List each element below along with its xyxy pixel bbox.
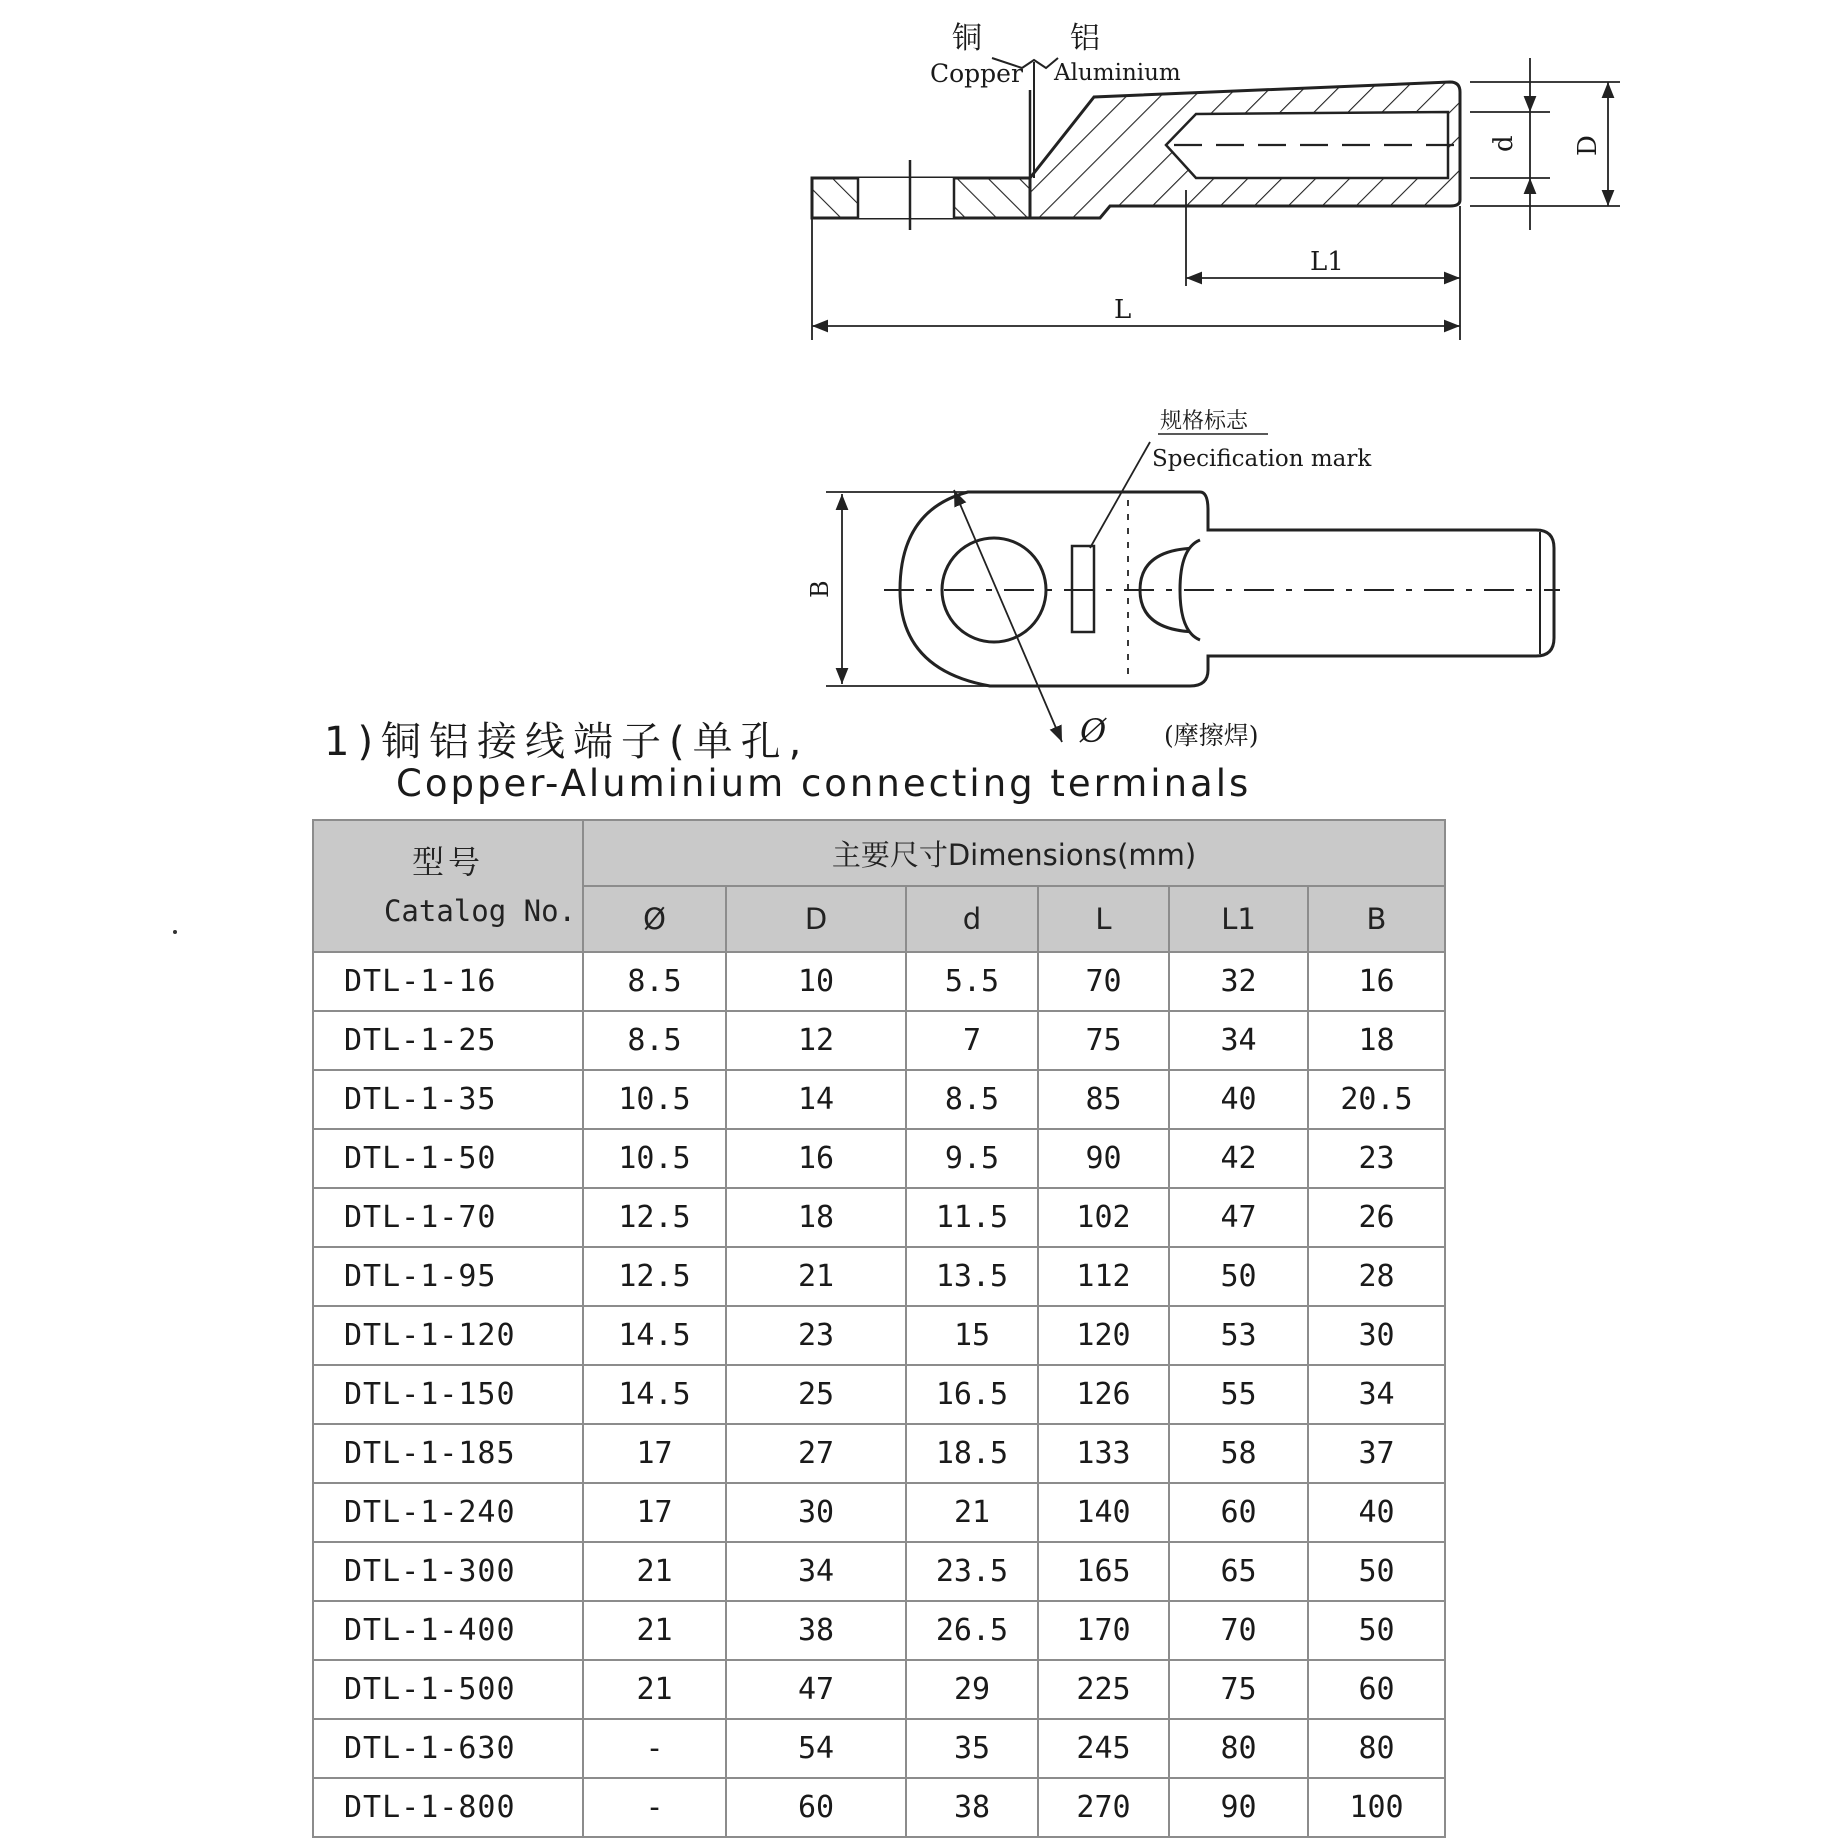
value-cell: 15 <box>906 1306 1038 1365</box>
spec-mark-label-cn: 规格标志 <box>1160 409 1249 434</box>
table-row <box>313 1070 1445 1129</box>
copper-label-en: Copper <box>930 59 1023 88</box>
table-row <box>313 1424 1445 1483</box>
value-cell: 34 <box>726 1542 906 1601</box>
dim-B-label: B <box>806 580 834 598</box>
col-header-d: d <box>906 886 1038 952</box>
catalog-cell: DTL-1-185 <box>313 1424 583 1483</box>
value-cell: 38 <box>906 1778 1038 1837</box>
aluminium-label-cn: 铝 <box>1070 21 1100 56</box>
col-header-B: B <box>1308 886 1445 952</box>
value-cell: 47 <box>726 1660 906 1719</box>
value-cell: 85 <box>1038 1070 1169 1129</box>
plan-view-drawing <box>884 492 1560 686</box>
value-cell: 17 <box>583 1424 726 1483</box>
value-cell: 21 <box>583 1542 726 1601</box>
value-cell: 23 <box>1308 1129 1445 1188</box>
catalog-header <box>313 820 583 952</box>
catalog-cell: DTL-1-300 <box>313 1542 583 1601</box>
table-row <box>313 1306 1445 1365</box>
value-cell: 40 <box>1169 1070 1308 1129</box>
value-cell: 70 <box>1038 952 1169 1011</box>
value-cell: 10.5 <box>583 1070 726 1129</box>
catalog-cell: DTL-1-25 <box>313 1011 583 1070</box>
value-cell: 16 <box>726 1129 906 1188</box>
col-header-hole: Ø <box>583 886 726 952</box>
value-cell: 112 <box>1038 1247 1169 1306</box>
value-cell: 32 <box>1169 952 1308 1011</box>
col-header-L1: L1 <box>1169 886 1308 952</box>
value-cell: 25 <box>726 1365 906 1424</box>
copper-label-cn: 铜 <box>952 21 982 56</box>
value-cell: 90 <box>1169 1778 1308 1837</box>
value-cell: 75 <box>1169 1660 1308 1719</box>
value-cell: - <box>583 1778 726 1837</box>
catalog-cell: DTL-1-500 <box>313 1660 583 1719</box>
value-cell: 133 <box>1038 1424 1169 1483</box>
value-cell: 10 <box>726 952 906 1011</box>
spec-mark-label-en: Specification mark <box>1152 446 1372 472</box>
friction-weld-label: (摩擦焊) <box>1164 721 1259 750</box>
catalog-cell: DTL-1-35 <box>313 1070 583 1129</box>
value-cell: 21 <box>583 1601 726 1660</box>
col-header-L: L <box>1038 886 1169 952</box>
copper-flat-part <box>812 160 1030 230</box>
dimensions-header: 主要尺寸Dimensions(mm) <box>583 820 1445 886</box>
value-cell: 70 <box>1169 1601 1308 1660</box>
value-cell: 21 <box>906 1483 1038 1542</box>
table-row <box>313 1011 1445 1070</box>
value-cell: 60 <box>1169 1483 1308 1542</box>
value-cell: 18.5 <box>906 1424 1038 1483</box>
value-cell: 50 <box>1308 1601 1445 1660</box>
value-cell: 20.5 <box>1308 1070 1445 1129</box>
value-cell: 16 <box>1308 952 1445 1011</box>
value-cell: 21 <box>583 1660 726 1719</box>
value-cell: 270 <box>1038 1778 1169 1837</box>
catalog-cell: DTL-1-150 <box>313 1365 583 1424</box>
value-cell: 55 <box>1169 1365 1308 1424</box>
value-cell: 42 <box>1169 1129 1308 1188</box>
value-cell: 23.5 <box>906 1542 1038 1601</box>
catalog-cell: DTL-1-16 <box>313 952 583 1011</box>
value-cell: 80 <box>1169 1719 1308 1778</box>
value-cell: 10.5 <box>583 1129 726 1188</box>
aluminium-label-en: Aluminium <box>1054 60 1181 86</box>
table-row <box>313 1542 1445 1601</box>
dim-L-label: L <box>1114 295 1132 325</box>
table-body <box>313 952 1445 1837</box>
catalog-header-en: Catalog No. <box>383 894 576 929</box>
value-cell: 50 <box>1169 1247 1308 1306</box>
value-cell: 12.5 <box>583 1188 726 1247</box>
catalog-cell: DTL-1-630 <box>313 1719 583 1778</box>
value-cell: 30 <box>1308 1306 1445 1365</box>
catalog-header-cn: 型号 <box>411 842 484 881</box>
value-cell: 30 <box>726 1483 906 1542</box>
value-cell: 34 <box>1169 1011 1308 1070</box>
value-cell: 50 <box>1308 1542 1445 1601</box>
table-row <box>313 1483 1445 1542</box>
value-cell: 38 <box>726 1601 906 1660</box>
value-cell: 90 <box>1038 1129 1169 1188</box>
dim-d-label: d <box>1489 135 1519 152</box>
table-row <box>313 1660 1445 1719</box>
value-cell: 34 <box>1308 1365 1445 1424</box>
catalog-cell: DTL-1-120 <box>313 1306 583 1365</box>
value-cell: 18 <box>1308 1011 1445 1070</box>
value-cell: 5.5 <box>906 952 1038 1011</box>
table-row <box>313 1719 1445 1778</box>
value-cell: 23 <box>726 1306 906 1365</box>
catalog-cell: DTL-1-95 <box>313 1247 583 1306</box>
value-cell: 170 <box>1038 1601 1169 1660</box>
value-cell: 54 <box>726 1719 906 1778</box>
value-cell: 26.5 <box>906 1601 1038 1660</box>
value-cell: 12 <box>726 1011 906 1070</box>
caption-english: Copper-Aluminium connecting terminals <box>396 762 1252 805</box>
value-cell: 14.5 <box>583 1306 726 1365</box>
value-cell: 35 <box>906 1719 1038 1778</box>
dimensions-table <box>312 819 1446 1838</box>
value-cell: 28 <box>1308 1247 1445 1306</box>
value-cell: 17 <box>583 1483 726 1542</box>
catalog-cell: DTL-1-800 <box>313 1778 583 1837</box>
value-cell: 126 <box>1038 1365 1169 1424</box>
table-row <box>313 952 1445 1011</box>
value-cell: 37 <box>1308 1424 1445 1483</box>
value-cell: 65 <box>1169 1542 1308 1601</box>
value-cell: 140 <box>1038 1483 1169 1542</box>
aluminium-barrel-part <box>1030 82 1460 218</box>
col-header-D: D <box>726 886 906 952</box>
value-cell: 58 <box>1169 1424 1308 1483</box>
value-cell: 27 <box>726 1424 906 1483</box>
value-cell: 100 <box>1308 1778 1445 1837</box>
value-cell: 47 <box>1169 1188 1308 1247</box>
hole-symbol-label: Ø <box>1080 712 1107 750</box>
catalog-cell: DTL-1-400 <box>313 1601 583 1660</box>
value-cell: 75 <box>1038 1011 1169 1070</box>
value-cell: 8.5 <box>906 1070 1038 1129</box>
value-cell: 245 <box>1038 1719 1169 1778</box>
value-cell: 13.5 <box>906 1247 1038 1306</box>
dim-L1-label: L1 <box>1310 247 1344 277</box>
table-row <box>313 1129 1445 1188</box>
value-cell: 18 <box>726 1188 906 1247</box>
catalog-cell: DTL-1-50 <box>313 1129 583 1188</box>
table-row <box>313 1247 1445 1306</box>
value-cell: 11.5 <box>906 1188 1038 1247</box>
table-row <box>313 1778 1445 1837</box>
value-cell: 14 <box>726 1070 906 1129</box>
table-row <box>313 1365 1445 1424</box>
value-cell: 26 <box>1308 1188 1445 1247</box>
table-row <box>313 1601 1445 1660</box>
value-cell: 102 <box>1038 1188 1169 1247</box>
dim-D-label: D <box>1573 135 1603 156</box>
value-cell: 165 <box>1038 1542 1169 1601</box>
value-cell: 8.5 <box>583 1011 726 1070</box>
value-cell: 16.5 <box>906 1365 1038 1424</box>
caption-chinese: 1)铜铝接线端子(单孔, <box>324 719 810 765</box>
value-cell: 14.5 <box>583 1365 726 1424</box>
value-cell: 12.5 <box>583 1247 726 1306</box>
value-cell: 29 <box>906 1660 1038 1719</box>
value-cell: 60 <box>1308 1660 1445 1719</box>
value-cell: 9.5 <box>906 1129 1038 1188</box>
stray-dot <box>173 930 177 934</box>
value-cell: 40 <box>1308 1483 1445 1542</box>
value-cell: 53 <box>1169 1306 1308 1365</box>
value-cell: 225 <box>1038 1660 1169 1719</box>
catalog-cell: DTL-1-70 <box>313 1188 583 1247</box>
value-cell: 7 <box>906 1011 1038 1070</box>
value-cell: 80 <box>1308 1719 1445 1778</box>
value-cell: 60 <box>726 1778 906 1837</box>
value-cell: 21 <box>726 1247 906 1306</box>
table-row <box>313 1188 1445 1247</box>
value-cell: - <box>583 1719 726 1778</box>
value-cell: 8.5 <box>583 952 726 1011</box>
value-cell: 120 <box>1038 1306 1169 1365</box>
catalog-cell: DTL-1-240 <box>313 1483 583 1542</box>
